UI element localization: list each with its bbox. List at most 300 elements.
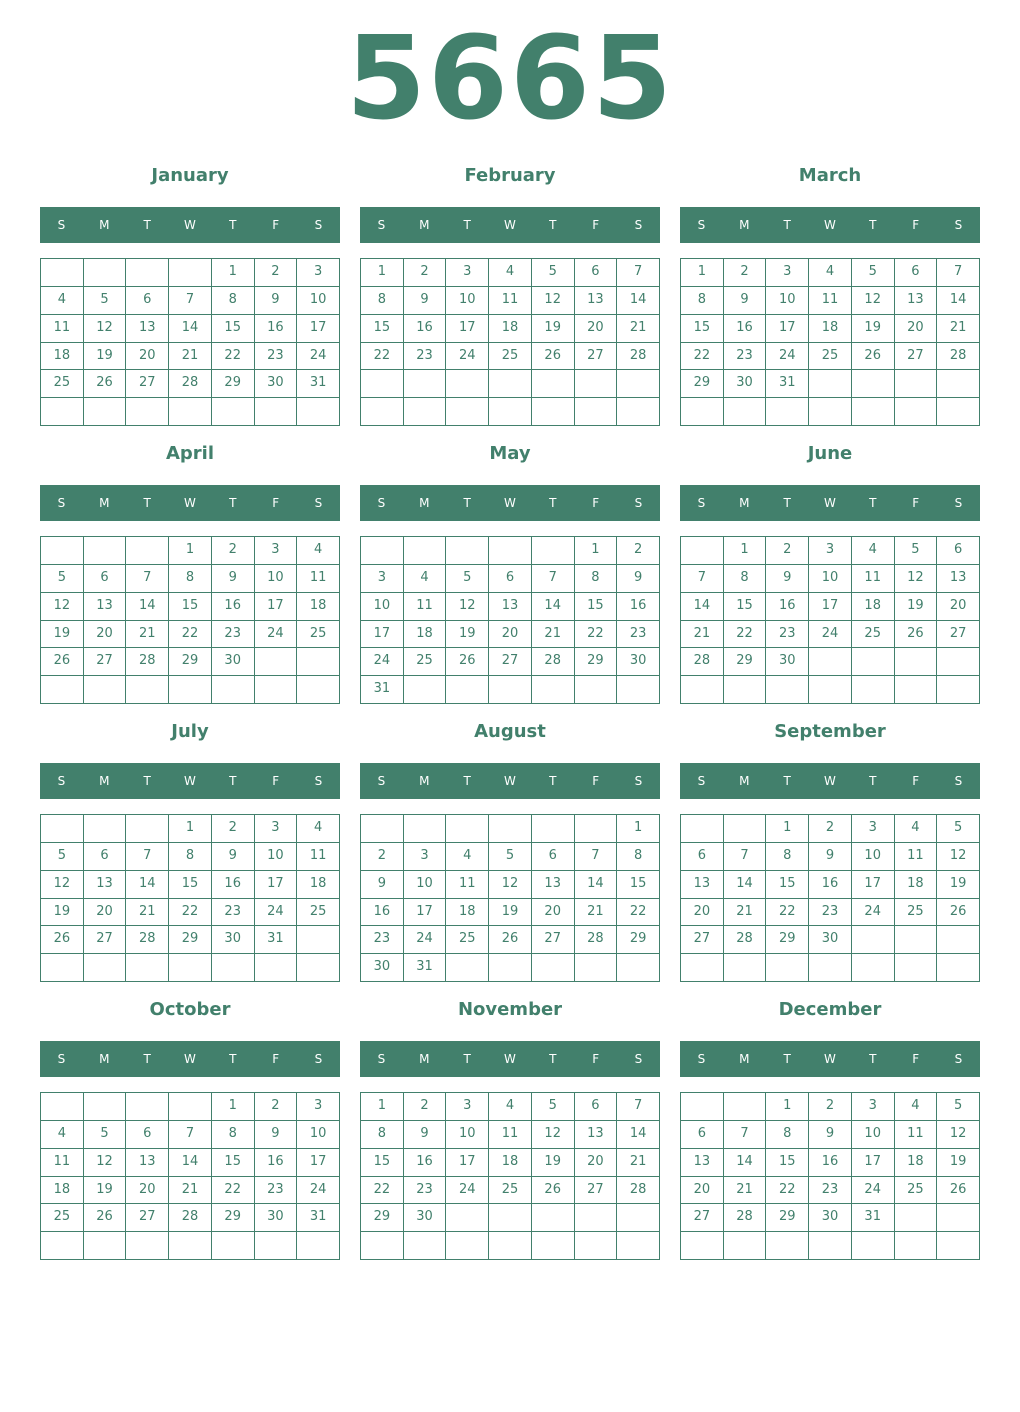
day-cell: 6 (895, 259, 938, 287)
day-cell: 26 (895, 621, 938, 649)
day-cell: 22 (617, 899, 660, 927)
day-cell: 8 (212, 287, 255, 315)
day-cell: 8 (169, 843, 212, 871)
day-cell: 11 (895, 1121, 938, 1149)
day-cell: 18 (852, 593, 895, 621)
empty-cell (404, 398, 447, 426)
empty-cell (446, 1232, 489, 1260)
day-cell: 1 (766, 815, 809, 843)
weekday-label: T (463, 496, 471, 510)
empty-cell (681, 537, 724, 565)
empty-cell (489, 537, 532, 565)
weekday-label: M (739, 1052, 750, 1066)
day-cell: 20 (126, 1177, 169, 1205)
day-cell: 5 (489, 843, 532, 871)
empty-cell (575, 815, 618, 843)
day-cell: 1 (361, 259, 404, 287)
day-cell: 6 (575, 259, 618, 287)
day-cell: 16 (404, 1149, 447, 1177)
day-cell: 8 (766, 1121, 809, 1149)
day-cell: 28 (937, 343, 980, 371)
day-cell: 31 (852, 1204, 895, 1232)
day-cell: 6 (126, 1121, 169, 1149)
empty-cell (404, 815, 447, 843)
day-cell: 19 (84, 343, 127, 371)
weekday-label: T (783, 1052, 791, 1066)
day-cell: 19 (41, 621, 84, 649)
empty-cell (575, 954, 618, 982)
day-cell: 20 (575, 315, 618, 343)
day-cell: 27 (937, 621, 980, 649)
day-cell: 31 (297, 1204, 340, 1232)
weekday-label: T (229, 1052, 237, 1066)
day-cell: 10 (446, 287, 489, 315)
day-cell: 17 (809, 593, 852, 621)
empty-cell (532, 676, 575, 704)
day-cell: 3 (809, 537, 852, 565)
month-title: November (457, 999, 563, 1020)
day-cell: 23 (809, 899, 852, 927)
day-cell: 23 (255, 343, 298, 371)
weekday-label: W (184, 1052, 196, 1066)
day-cell: 8 (681, 287, 724, 315)
day-cell: 12 (84, 1149, 127, 1177)
day-cell: 14 (575, 871, 618, 899)
day-cell: 3 (255, 537, 298, 565)
empty-cell (937, 398, 980, 426)
day-cell: 18 (404, 621, 447, 649)
day-cell: 1 (681, 259, 724, 287)
day-cell: 22 (212, 1177, 255, 1205)
day-cell: 13 (532, 871, 575, 899)
weekday-label: T (869, 1052, 877, 1066)
month-november (360, 994, 660, 1272)
empty-cell (852, 648, 895, 676)
day-cell: 1 (212, 1093, 255, 1121)
day-cell: 30 (809, 926, 852, 954)
day-cell: 16 (809, 871, 852, 899)
day-cell: 19 (41, 899, 84, 927)
empty-cell (681, 676, 724, 704)
day-cell: 14 (126, 871, 169, 899)
empty-cell (212, 954, 255, 982)
empty-cell (255, 954, 298, 982)
day-cell: 29 (766, 1204, 809, 1232)
day-cell: 19 (852, 315, 895, 343)
weekday-label: S (314, 1052, 323, 1066)
day-cell: 30 (404, 1204, 447, 1232)
day-cell: 29 (575, 648, 618, 676)
day-grid (360, 258, 660, 426)
day-cell: 5 (937, 1093, 980, 1121)
empty-cell (404, 370, 447, 398)
day-grid (680, 1092, 980, 1260)
weekday-label: F (912, 496, 920, 510)
month-title: January (151, 165, 229, 186)
empty-cell (575, 1232, 618, 1260)
empty-cell (532, 1232, 575, 1260)
day-cell: 25 (297, 899, 340, 927)
day-cell: 29 (361, 1204, 404, 1232)
day-cell: 7 (126, 565, 169, 593)
day-cell: 10 (297, 1121, 340, 1149)
day-cell: 4 (41, 287, 84, 315)
empty-cell (361, 370, 404, 398)
day-cell: 9 (212, 565, 255, 593)
day-cell: 18 (297, 871, 340, 899)
weekday-header (360, 1041, 660, 1077)
empty-cell (169, 259, 212, 287)
day-cell: 27 (126, 1204, 169, 1232)
month-title: April (165, 443, 215, 464)
empty-cell (895, 954, 938, 982)
day-cell: 11 (895, 843, 938, 871)
weekday-label: M (419, 218, 430, 232)
empty-cell (724, 815, 767, 843)
day-cell: 16 (361, 899, 404, 927)
weekday-label: T (869, 218, 877, 232)
day-cell: 31 (766, 370, 809, 398)
day-cell: 2 (724, 259, 767, 287)
day-grid (680, 814, 980, 982)
weekday-label: S (57, 1052, 66, 1066)
weekday-label: F (912, 218, 920, 232)
empty-cell (126, 1232, 169, 1260)
day-cell: 11 (297, 843, 340, 871)
day-cell: 4 (297, 537, 340, 565)
empty-cell (724, 1232, 767, 1260)
empty-cell (852, 398, 895, 426)
day-cell: 1 (169, 815, 212, 843)
day-cell: 18 (809, 315, 852, 343)
day-cell: 23 (212, 621, 255, 649)
empty-cell (617, 398, 660, 426)
day-cell: 4 (852, 537, 895, 565)
weekday-label: S (954, 496, 963, 510)
day-cell: 31 (297, 370, 340, 398)
day-cell: 16 (404, 315, 447, 343)
empty-cell (126, 676, 169, 704)
empty-cell (489, 398, 532, 426)
empty-cell (937, 676, 980, 704)
day-cell: 17 (404, 899, 447, 927)
empty-cell (724, 954, 767, 982)
day-cell: 7 (681, 565, 724, 593)
weekday-label: T (869, 774, 877, 788)
day-cell: 15 (575, 593, 618, 621)
empty-cell (895, 676, 938, 704)
day-cell: 13 (84, 593, 127, 621)
month-april (40, 438, 340, 716)
day-grid (40, 536, 340, 704)
day-cell: 20 (895, 315, 938, 343)
day-cell: 16 (255, 315, 298, 343)
day-cell: 8 (361, 287, 404, 315)
day-cell: 30 (255, 370, 298, 398)
empty-cell (126, 1093, 169, 1121)
day-cell: 18 (41, 1177, 84, 1205)
day-cell: 18 (489, 1149, 532, 1177)
day-cell: 9 (212, 843, 255, 871)
empty-cell (681, 1093, 724, 1121)
empty-cell (255, 398, 298, 426)
day-cell: 12 (532, 1121, 575, 1149)
day-cell: 15 (361, 315, 404, 343)
day-cell: 24 (852, 899, 895, 927)
day-cell: 2 (212, 537, 255, 565)
weekday-label: T (463, 774, 471, 788)
month-june (680, 438, 980, 716)
day-cell: 15 (724, 593, 767, 621)
month-title: September (774, 721, 886, 742)
day-cell: 30 (255, 1204, 298, 1232)
empty-cell (84, 259, 127, 287)
day-cell: 14 (617, 287, 660, 315)
empty-cell (895, 926, 938, 954)
day-cell: 5 (937, 815, 980, 843)
day-cell: 26 (532, 1177, 575, 1205)
empty-cell (361, 1232, 404, 1260)
day-cell: 3 (852, 815, 895, 843)
empty-cell (169, 398, 212, 426)
day-cell: 25 (895, 899, 938, 927)
weekday-label: S (697, 1052, 706, 1066)
day-cell: 25 (489, 343, 532, 371)
weekday-label: T (143, 218, 151, 232)
day-cell: 17 (852, 871, 895, 899)
day-cell: 17 (766, 315, 809, 343)
day-cell: 2 (617, 537, 660, 565)
weekday-label: F (592, 1052, 600, 1066)
day-cell: 24 (361, 648, 404, 676)
day-cell: 30 (724, 370, 767, 398)
weekday-label: W (184, 218, 196, 232)
empty-cell (169, 954, 212, 982)
day-cell: 10 (361, 593, 404, 621)
empty-cell (41, 676, 84, 704)
day-cell: 30 (766, 648, 809, 676)
day-cell: 27 (489, 648, 532, 676)
empty-cell (84, 954, 127, 982)
day-cell: 13 (84, 871, 127, 899)
day-cell: 11 (297, 565, 340, 593)
empty-cell (169, 676, 212, 704)
day-grid (360, 536, 660, 704)
day-cell: 20 (489, 621, 532, 649)
day-grid (680, 258, 980, 426)
empty-cell (489, 1232, 532, 1260)
day-cell: 20 (532, 899, 575, 927)
empty-cell (446, 370, 489, 398)
day-cell: 11 (41, 1149, 84, 1177)
empty-cell (361, 815, 404, 843)
weekday-header (680, 485, 980, 521)
day-cell: 8 (169, 565, 212, 593)
day-cell: 25 (852, 621, 895, 649)
day-cell: 15 (212, 1149, 255, 1177)
day-cell: 23 (361, 926, 404, 954)
empty-cell (489, 370, 532, 398)
day-cell: 19 (84, 1177, 127, 1205)
empty-cell (212, 1232, 255, 1260)
day-cell: 3 (404, 843, 447, 871)
day-cell: 4 (489, 259, 532, 287)
weekday-label: S (314, 218, 323, 232)
day-cell: 27 (895, 343, 938, 371)
weekday-label: M (419, 1052, 430, 1066)
month-january (40, 160, 340, 438)
day-cell: 5 (84, 1121, 127, 1149)
empty-cell (255, 676, 298, 704)
weekday-header (680, 207, 980, 243)
month-title: December (778, 999, 882, 1020)
weekday-label: T (783, 774, 791, 788)
day-cell: 12 (937, 843, 980, 871)
day-cell: 4 (895, 815, 938, 843)
empty-cell (895, 398, 938, 426)
weekday-label: S (377, 496, 386, 510)
weekday-label: W (824, 1052, 836, 1066)
day-cell: 21 (169, 343, 212, 371)
weekday-header (680, 763, 980, 799)
day-cell: 6 (937, 537, 980, 565)
day-cell: 1 (724, 537, 767, 565)
day-cell: 26 (446, 648, 489, 676)
weekday-label: M (739, 774, 750, 788)
empty-cell (404, 537, 447, 565)
day-cell: 8 (617, 843, 660, 871)
weekday-label: T (229, 218, 237, 232)
day-cell: 1 (766, 1093, 809, 1121)
day-cell: 15 (617, 871, 660, 899)
day-cell: 11 (489, 287, 532, 315)
day-cell: 4 (297, 815, 340, 843)
empty-cell (489, 1204, 532, 1232)
day-cell: 8 (212, 1121, 255, 1149)
empty-cell (446, 537, 489, 565)
day-cell: 14 (681, 593, 724, 621)
empty-cell (212, 676, 255, 704)
day-cell: 21 (169, 1177, 212, 1205)
day-cell: 20 (681, 1177, 724, 1205)
empty-cell (255, 648, 298, 676)
empty-cell (169, 1093, 212, 1121)
weekday-label: M (99, 218, 110, 232)
day-cell: 25 (297, 621, 340, 649)
day-cell: 11 (852, 565, 895, 593)
day-grid (40, 1092, 340, 1260)
day-cell: 7 (169, 1121, 212, 1149)
day-cell: 26 (937, 899, 980, 927)
day-cell: 22 (169, 899, 212, 927)
day-cell: 17 (446, 1149, 489, 1177)
day-cell: 3 (297, 1093, 340, 1121)
empty-cell (532, 954, 575, 982)
weekday-label: S (697, 496, 706, 510)
day-cell: 24 (446, 1177, 489, 1205)
day-cell: 22 (361, 343, 404, 371)
day-cell: 30 (212, 926, 255, 954)
day-cell: 12 (532, 287, 575, 315)
weekday-label: S (954, 218, 963, 232)
day-cell: 5 (41, 843, 84, 871)
weekday-header (40, 207, 340, 243)
day-cell: 23 (724, 343, 767, 371)
day-cell: 22 (681, 343, 724, 371)
weekday-header (40, 763, 340, 799)
day-cell: 25 (895, 1177, 938, 1205)
day-cell: 25 (41, 370, 84, 398)
day-cell: 6 (681, 1121, 724, 1149)
month-title: June (807, 443, 853, 464)
day-cell: 22 (212, 343, 255, 371)
weekday-label: S (634, 1052, 643, 1066)
empty-cell (532, 1204, 575, 1232)
day-cell: 1 (169, 537, 212, 565)
day-cell: 27 (84, 926, 127, 954)
day-cell: 28 (724, 1204, 767, 1232)
empty-cell (297, 648, 340, 676)
empty-cell (852, 676, 895, 704)
day-cell: 18 (41, 343, 84, 371)
day-cell: 23 (404, 1177, 447, 1205)
weekday-label: F (272, 774, 280, 788)
day-cell: 29 (212, 1204, 255, 1232)
day-cell: 9 (809, 843, 852, 871)
empty-cell (617, 370, 660, 398)
day-cell: 14 (937, 287, 980, 315)
empty-cell (617, 1204, 660, 1232)
day-cell: 2 (255, 259, 298, 287)
day-cell: 9 (255, 287, 298, 315)
empty-cell (404, 1232, 447, 1260)
day-cell: 18 (895, 871, 938, 899)
day-cell: 7 (169, 287, 212, 315)
day-cell: 30 (809, 1204, 852, 1232)
weekday-label: S (57, 496, 66, 510)
day-cell: 19 (937, 1149, 980, 1177)
empty-cell (489, 676, 532, 704)
weekday-label: F (592, 218, 600, 232)
day-cell: 10 (766, 287, 809, 315)
weekday-label: S (634, 218, 643, 232)
weekday-label: S (314, 496, 323, 510)
day-cell: 24 (404, 926, 447, 954)
day-cell: 6 (681, 843, 724, 871)
day-cell: 8 (575, 565, 618, 593)
empty-cell (84, 1232, 127, 1260)
day-cell: 17 (255, 593, 298, 621)
day-cell: 26 (84, 370, 127, 398)
day-cell: 28 (169, 1204, 212, 1232)
day-cell: 18 (297, 593, 340, 621)
weekday-label: T (229, 496, 237, 510)
day-cell: 25 (404, 648, 447, 676)
empty-cell (681, 954, 724, 982)
weekday-header (680, 1041, 980, 1077)
day-cell: 21 (617, 1149, 660, 1177)
day-cell: 23 (404, 343, 447, 371)
day-cell: 20 (575, 1149, 618, 1177)
day-cell: 5 (446, 565, 489, 593)
day-cell: 10 (255, 843, 298, 871)
day-cell: 13 (681, 871, 724, 899)
day-cell: 13 (126, 315, 169, 343)
day-cell: 29 (724, 648, 767, 676)
empty-cell (937, 1204, 980, 1232)
day-cell: 25 (41, 1204, 84, 1232)
empty-cell (41, 398, 84, 426)
